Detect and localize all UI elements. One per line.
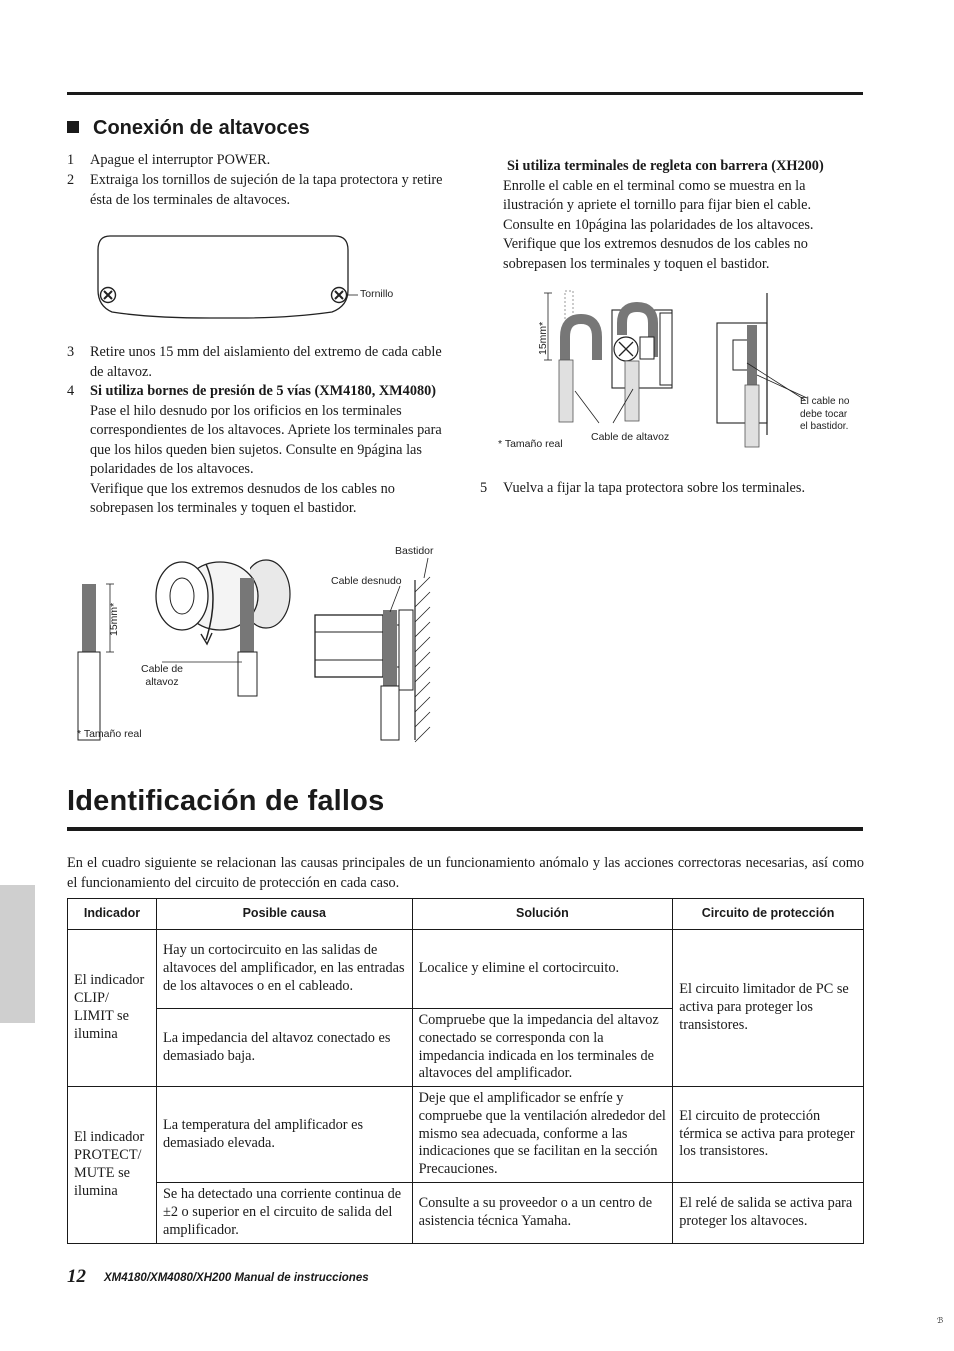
title-rule — [67, 827, 863, 831]
right-text: Enrolle el cable en el terminal como se muestra en la ilustración y apriete el tornillo para fijar bien el cable. Consulte en 10página las polaridades de los altavoces. Verifique que los extremos desnudos de los cables no sobrepasen los terminales y toquen el bastidor. — [503, 177, 814, 272]
step-text: Vuelva a fijar la tapa protectora sobre los terminales. — [503, 480, 806, 496]
step-text: Pase el hilo desnudo por los orificios en los terminales correspondientes de los altavoces. Apriete los terminales para que los hilos queden bien sujetos. Consulte en 9página las polaridades de los altavoces. Verifique que los extremos desnudos de los cables no sobrepasen los terminales y toquen el bastidor. — [90, 402, 442, 516]
step-number: 5 — [480, 480, 488, 496]
step-3 — [67, 343, 447, 383]
binding-post-figure — [70, 540, 450, 745]
header-causa: Posible causa — [156, 899, 412, 930]
label-line: altavoz — [145, 676, 179, 688]
label-line: El cable no — [800, 396, 850, 407]
intro-text: En el cuadro siguiente se relacionan las causas principales de un funcionamiento anómalo y las acciones correctoras necesarias, así como el funcionamiento del circuito de protección en cada caso. — [67, 855, 864, 891]
label-line: el bastidor. — [800, 421, 849, 432]
label-cable-de-altavoz: Cable de altavoz — [591, 431, 670, 443]
page-number: 12 — [67, 1266, 86, 1287]
label-tornillo: Tornillo — [360, 288, 394, 300]
table-row — [68, 1087, 864, 1183]
step-2 — [67, 171, 447, 211]
label-no-tocar — [800, 396, 849, 434]
section-heading — [67, 117, 310, 140]
solution-cell: Compruebe que la impedancia del altavoz conectado se corresponda con la impedancia indicada en los terminales de altavoces del amplificador. — [412, 1009, 673, 1087]
fault-table — [67, 898, 864, 1244]
step-number: 4 — [67, 383, 75, 399]
label-15mm-right: 15mm* — [537, 321, 549, 355]
right-heading: Si utiliza terminales de regleta con barrera (XH200) — [507, 158, 824, 174]
square-bullet-icon — [67, 121, 79, 133]
screw-icon — [332, 288, 347, 303]
cover-figure — [90, 230, 410, 325]
side-tab — [0, 885, 35, 1023]
solution-cell: Consulte a su proveedor o a un centro de asistencia técnica Yamaha. — [412, 1183, 673, 1244]
corner-mark: ℬ — [937, 1316, 944, 1325]
table-row — [68, 1183, 864, 1244]
indicator-cell: El indicador CLIP/ LIMIT se ilumina — [68, 930, 157, 1087]
cause-cell: Se ha detectado una corriente continua de ±2 o superior en el circuito de salida del amplificador. — [156, 1183, 412, 1244]
screw-icon — [101, 288, 116, 303]
step-text: Apague el interruptor POWER. — [90, 152, 271, 168]
label-line: Cable de — [140, 663, 184, 675]
step-number: 3 — [67, 344, 75, 360]
label-15mm: 15mm* — [108, 602, 120, 636]
label-cable-desnudo: Cable desnudo — [331, 575, 402, 587]
step-text: Retire unos 15 mm del aislamiento del extremo de cada cable de altavoz. — [90, 344, 442, 380]
step-4 — [67, 382, 447, 537]
solution-cell: Deje que el amplificador se enfríe y compruebe que la ventilación alrededor del mismo sea adecuada, conforme a las indicaciones que se facilitan en la sección Precauciones. — [412, 1087, 673, 1183]
label-line: debe tocar — [800, 408, 848, 420]
step-text: Extraiga los tornillos de sujeción de la tapa protectora y retire ésta de los terminales de altavoces. — [90, 172, 443, 208]
fault-title: Identificación de fallos — [67, 785, 385, 817]
top-rule — [67, 92, 863, 95]
cause-cell: Hay un cortocircuito en las salidas de altavoces del amplificador, en las entradas de los altavoces o en el cableado. — [156, 930, 412, 1009]
step-number: 1 — [67, 152, 75, 168]
solution-cell: Localice y elimine el cortocircuito. — [412, 930, 673, 1009]
indicator-cell: El indicador PROTECT/ MUTE se ilumina — [68, 1087, 157, 1244]
protection-cell: El relé de salida se activa para proteger los altavoces. — [673, 1183, 864, 1244]
step-heading: Si utiliza bornes de presión de 5 vías (XM4180, XM4080) — [90, 383, 437, 399]
section-title: Conexión de altavoces — [93, 117, 310, 139]
protection-cell: El circuito de protección térmica se activa para proteger los transistores. — [673, 1087, 864, 1183]
label-cable-altavoz — [138, 663, 186, 689]
header-solucion: Solución — [412, 899, 673, 930]
label-tamano-real: * Tamaño real — [77, 728, 142, 740]
cause-cell: La impedancia del altavoz conectado es demasiado baja. — [156, 1009, 412, 1087]
header-circuito: Circuito de protección — [673, 899, 864, 930]
header-indicador: Indicador — [68, 899, 157, 930]
label-bastidor: Bastidor — [395, 545, 434, 557]
protection-cell: El circuito limitador de PC se activa para proteger los transistores. — [673, 930, 864, 1087]
right-block — [503, 157, 863, 274]
label-tamano-real-right: * Tamaño real — [498, 438, 563, 450]
step-number: 2 — [67, 172, 75, 188]
table-header-row — [68, 899, 864, 930]
cause-cell: La temperatura del amplificador es demasiado elevada. — [156, 1087, 412, 1183]
footer-title: XM4180/XM4080/XH200 Manual de instrucciones — [104, 1272, 369, 1284]
table-row — [68, 930, 864, 1009]
